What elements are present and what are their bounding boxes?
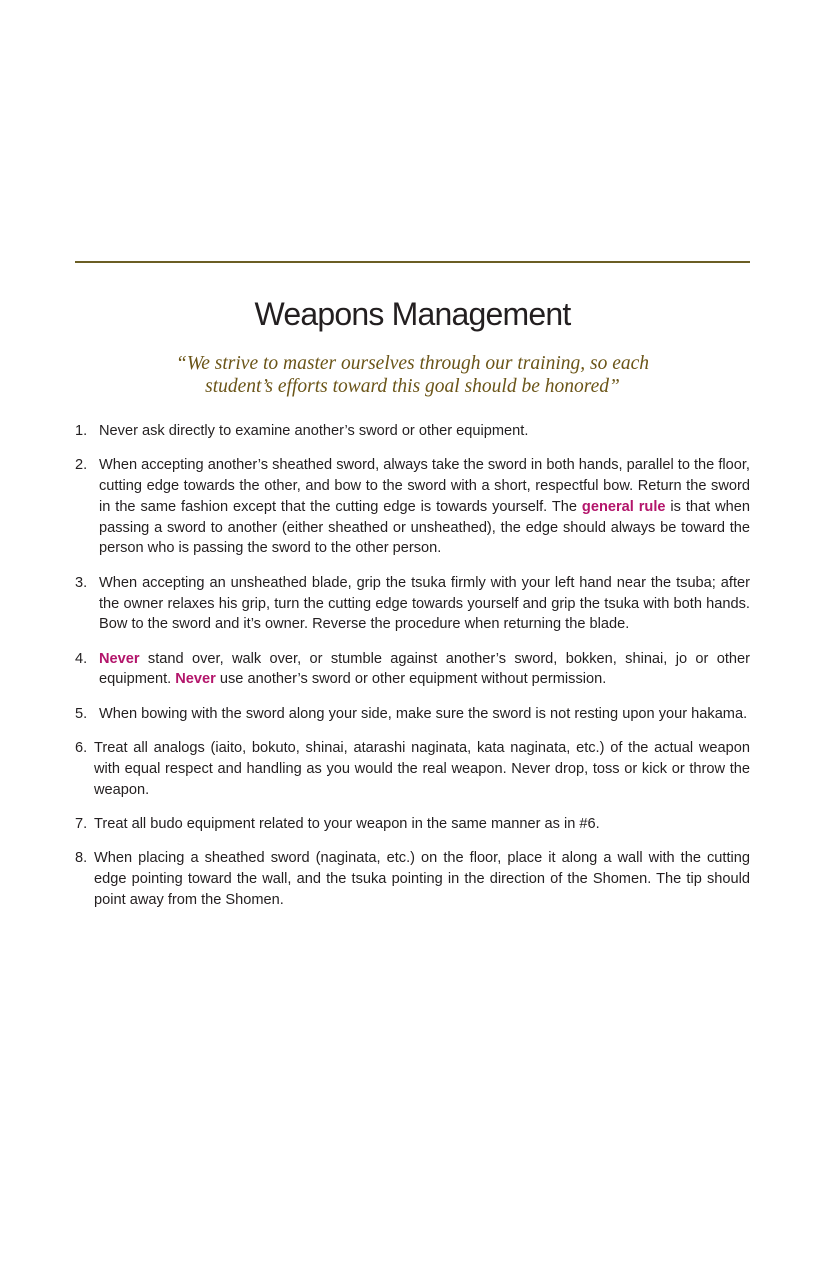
item-text: Never ask directly to examine another’s sword or other equipment. [99,423,529,439]
item-number: 2. [75,457,88,474]
item-number: 1. [75,423,88,439]
item-text [99,455,750,559]
item-text: When placing a sheathed sword (naginata, etc.) on the floor, place it along a wall with the cutting edge pointing toward the wall, and the tsuka pointing in the direction of the Shomen. The tip should point away from the Shomen. [94,850,750,908]
epigraph-quote [100,352,725,398]
item-text-part: When accepting another’s sheathed sword, always take the sword in both hands, parallel to the floor, cutting edge towards the other, and bow to the sword with a short, respectful bow. Return the sword in the same fashion except that the cutting edge is towards yourself. The [99,457,750,515]
list-item [75,704,750,725]
list-item [75,455,750,559]
item-text: When bowing with the sword along your side, make sure the sword is not resting upon your hakama. [99,705,748,722]
item-text-part: use another’s sword or other equipment without permission. [215,671,607,688]
highlight-never: Never [99,650,140,667]
list-item [75,814,750,835]
list-item [75,738,750,800]
quote-line-1: “We strive to master ourselves through our training, so each [175,353,650,374]
rules-list [75,421,750,924]
list-item [75,573,750,635]
item-number: 7. [75,815,88,832]
list-item [75,848,750,910]
highlight-never: Never [175,671,216,688]
item-number: 4. [75,650,88,667]
item-number: 5. [75,705,88,722]
list-item [75,649,750,691]
item-number: 8. [75,850,88,867]
item-text-part: is that when passing a sword to another (either sheathed or unsheathed), the edge should always be toward the person who is passing the sword to the other person. [99,498,750,557]
list-item [75,421,750,442]
item-text-part: stand over, walk over, or stumble against another’s sword, bokken, shinai, jo or other equipment. [99,650,750,688]
item-text: Treat all budo equipment related to your weapon in the same manner as in #6. [94,815,600,832]
item-number: 3. [75,574,88,591]
item-number: 6. [75,740,88,757]
item-text [99,649,750,691]
header-rule [75,261,750,263]
quote-line-2: student’s efforts toward this goal should be honored” [205,376,620,397]
item-text: When accepting an unsheathed blade, grip the tsuka firmly with your left hand near the tsuba; after the owner relaxes his grip, turn the cutting edge towards yourself and grip the tsuka with both hands. Bow to the sword and it’s owner. Reverse the procedure when returning the blade. [99,574,750,633]
item-text: Treat all analogs (iaito, bokuto, shinai, atarashi naginata, kata naginata, etc.) of the actual weapon with equal respect and handling as you would the real weapon. Never drop, toss or kick or throw the weapon. [94,740,750,798]
highlight-general-rule: general rule [581,498,666,515]
page-title: Weapons Management [254,296,571,332]
